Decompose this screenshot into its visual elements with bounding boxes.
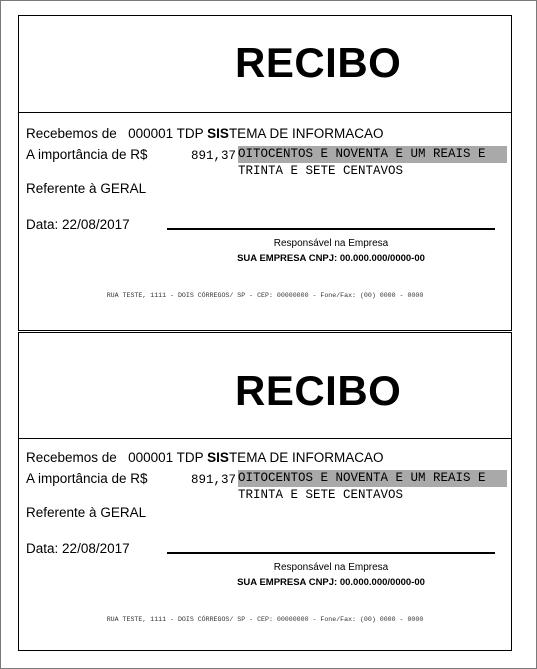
reference-value: GERAL: [100, 505, 147, 520]
date-label: Data:: [26, 217, 59, 232]
title-box: [19, 333, 511, 439]
reference-line: [26, 506, 146, 520]
receipt-2: [18, 332, 512, 651]
amount-label: A importância de R$: [26, 471, 148, 486]
amount-value: 891,37: [191, 149, 237, 163]
signature-caption: Responsável na Empresa: [273, 562, 389, 573]
reference-label: Referente à: [26, 505, 97, 520]
client-name-prefix: TDP: [176, 450, 208, 465]
address-line: RUA TESTE, 1111 - DOIS CÓRREGOS/ SP - CEP: 00000000 - Fone/Fax: (00) 0000 - 0000: [106, 292, 424, 299]
receipt-title: RECIBO: [235, 39, 402, 86]
amount-words-line2: TRINTA E SETE CENTAVOS: [238, 488, 404, 502]
amount-words-line1: OITOCENTOS E NOVENTA E UM REAIS E: [238, 146, 507, 163]
received-label: Recebemos de: [26, 126, 117, 141]
received-from-line: [26, 127, 383, 141]
client-code: 000001: [128, 450, 174, 465]
date-line: [26, 542, 130, 556]
client-name-bold: SIS: [207, 450, 229, 465]
date-label: Data:: [26, 541, 59, 556]
date-value: 22/08/2017: [62, 541, 130, 556]
address-line: RUA TESTE, 1111 - DOIS CÓRREGOS/ SP - CEP: 00000000 - Fone/Fax: (00) 0000 - 0000: [106, 616, 424, 623]
reference-value: GERAL: [100, 181, 147, 196]
receipt-title: RECIBO: [235, 367, 402, 414]
reference-label: Referente à: [26, 181, 97, 196]
signature-line: [167, 552, 495, 554]
received-from-line: [26, 451, 383, 465]
reference-line: [26, 182, 146, 196]
client-name-bold: SIS: [207, 126, 229, 141]
client-name-rest: TEMA DE INFORMACAO: [228, 126, 384, 141]
client-code: 000001: [128, 126, 174, 141]
company-line: SUA EMPRESA CNPJ: 00.000.000/0000-00: [237, 577, 425, 588]
signature-caption: Responsável na Empresa: [273, 238, 389, 249]
client-name-prefix: TDP: [176, 126, 208, 141]
company-line: SUA EMPRESA CNPJ: 00.000.000/0000-00: [237, 253, 425, 264]
title-box: [19, 16, 511, 113]
received-label: Recebemos de: [26, 450, 117, 465]
client-name-rest: TEMA DE INFORMACAO: [228, 450, 384, 465]
amount-words-line1: OITOCENTOS E NOVENTA E UM REAIS E: [238, 470, 507, 487]
receipt-1: [18, 15, 512, 331]
signature-line: [167, 228, 495, 230]
amount-value: 891,37: [191, 473, 237, 487]
amount-words-line2: TRINTA E SETE CENTAVOS: [238, 164, 404, 178]
date-value: 22/08/2017: [62, 217, 130, 232]
amount-label: A importância de R$: [26, 147, 148, 162]
date-line: [26, 218, 130, 232]
